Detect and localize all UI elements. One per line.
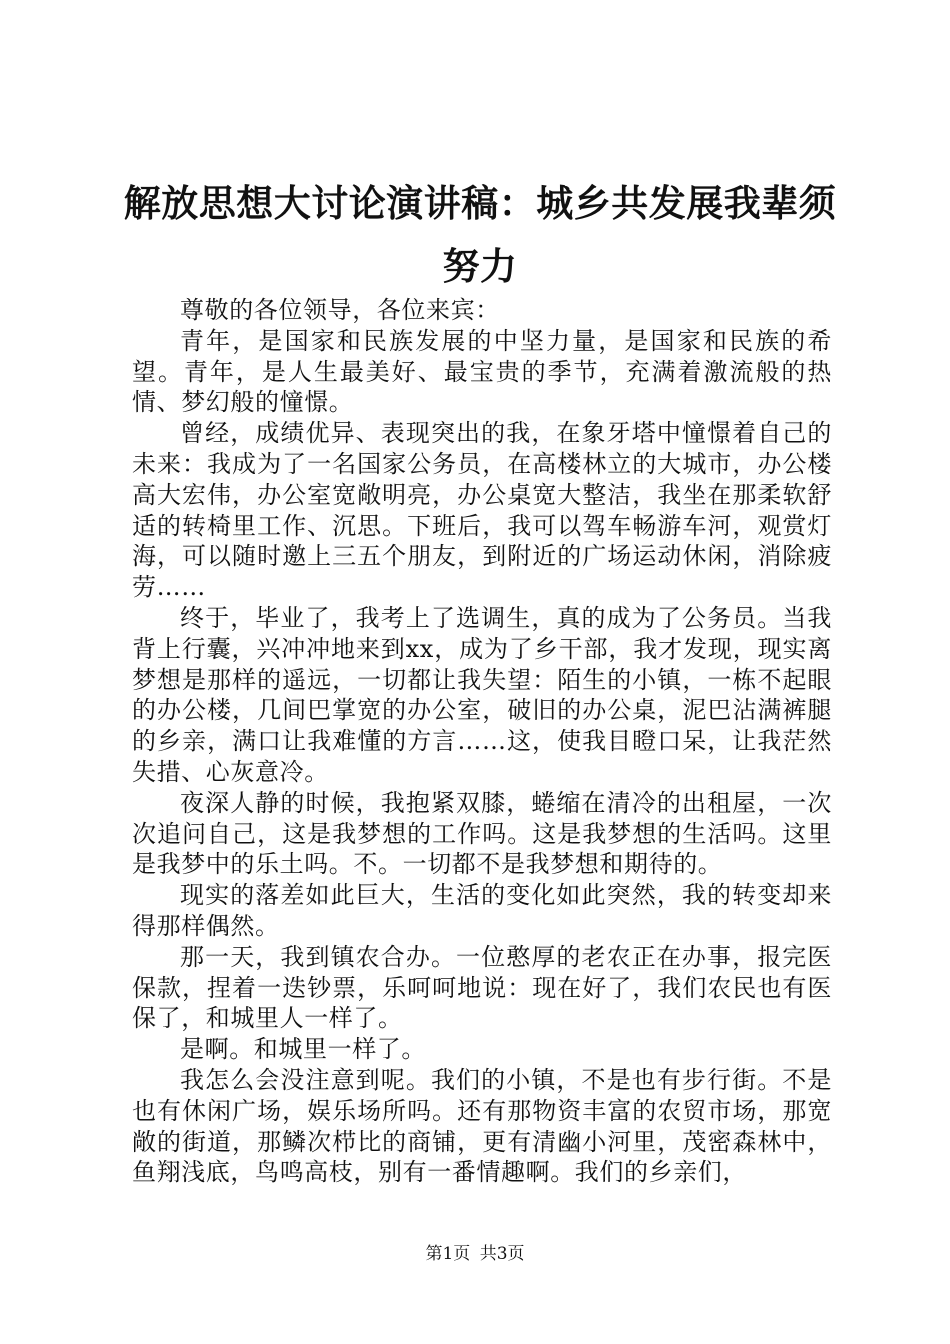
document-body bbox=[132, 295, 832, 1188]
paragraph: 终于，毕业了，我考上了选调生，真的成为了公务员。当我背上行囊，兴冲冲地来到xx，成为了乡干部，我才发现，现实离梦想是那样的遥远，一切都让我失望：陌生的小镇，一栋不起眼的办公楼，几间巴掌宽的办公室，破旧的办公桌，泥巴沾满裤腿的乡亲，满口让我难懂的方言……这，使我目瞪口呆，让我茫然失措、心灰意冷。 bbox=[132, 603, 832, 786]
paragraph: 曾经，成绩优异、表现突出的我，在象牙塔中憧憬着自己的未来：我成为了一名国家公务员，在高楼林立的大城市，办公楼高大宏伟，办公室宽敞明亮，办公桌宽大整洁，我坐在那柔软舒适的转椅里工作、沉思。下班后，我可以驾车畅游车河，观赏灯海，可以随时邀上三五个朋友，到附近的广场运动休闲，消除疲劳…… bbox=[132, 419, 832, 602]
paragraph: 我怎么会没注意到呢。我们的小镇，不是也有步行街。不是也有休闲广场，娱乐场所吗。还有那物资丰富的农贸市场，那宽敞的街道，那鳞次栉比的商铺，更有清幽小河里，茂密森林中，鱼翔浅底，鸟鸣高枝，别有一番情趣啊。我们的乡亲们， bbox=[132, 1065, 832, 1187]
page-number: 第1页 bbox=[425, 1244, 471, 1264]
paragraph: 现实的落差如此巨大，生活的变化如此突然，我的转变却来得那样偶然。 bbox=[132, 881, 832, 940]
paragraph-salutation: 尊敬的各位领导，各位来宾： bbox=[180, 296, 500, 324]
page-footer bbox=[0, 1243, 950, 1265]
paragraph: 夜深人静的时候，我抱紧双膝，蜷缩在清冷的出租屋，一次次追问自己，这是我梦想的工作吗。这是我梦想的生活吗。这里是我梦中的乐土吗。不。一切都不是我梦想和期待的。 bbox=[132, 788, 832, 879]
paragraph: 青年，是国家和民族发展的中坚力量，是国家和民族的希望。青年，是人生最美好、最宝贵的季节，充满着激流般的热情、梦幻般的憧憬。 bbox=[132, 326, 832, 417]
page-total: 共3页 bbox=[479, 1244, 525, 1264]
document-title: 解放思想大讨论演讲稿：城乡共发展我辈须努力 bbox=[123, 182, 837, 288]
paragraph: 是啊。和城里一样了。 bbox=[180, 1035, 426, 1064]
paragraph: 那一天，我到镇农合办。一位憨厚的老农正在办事，报完医保款，捏着一迭钞票，乐呵呵地说：现在好了，我们农民也有医保了，和城里人一样了。 bbox=[132, 942, 832, 1033]
